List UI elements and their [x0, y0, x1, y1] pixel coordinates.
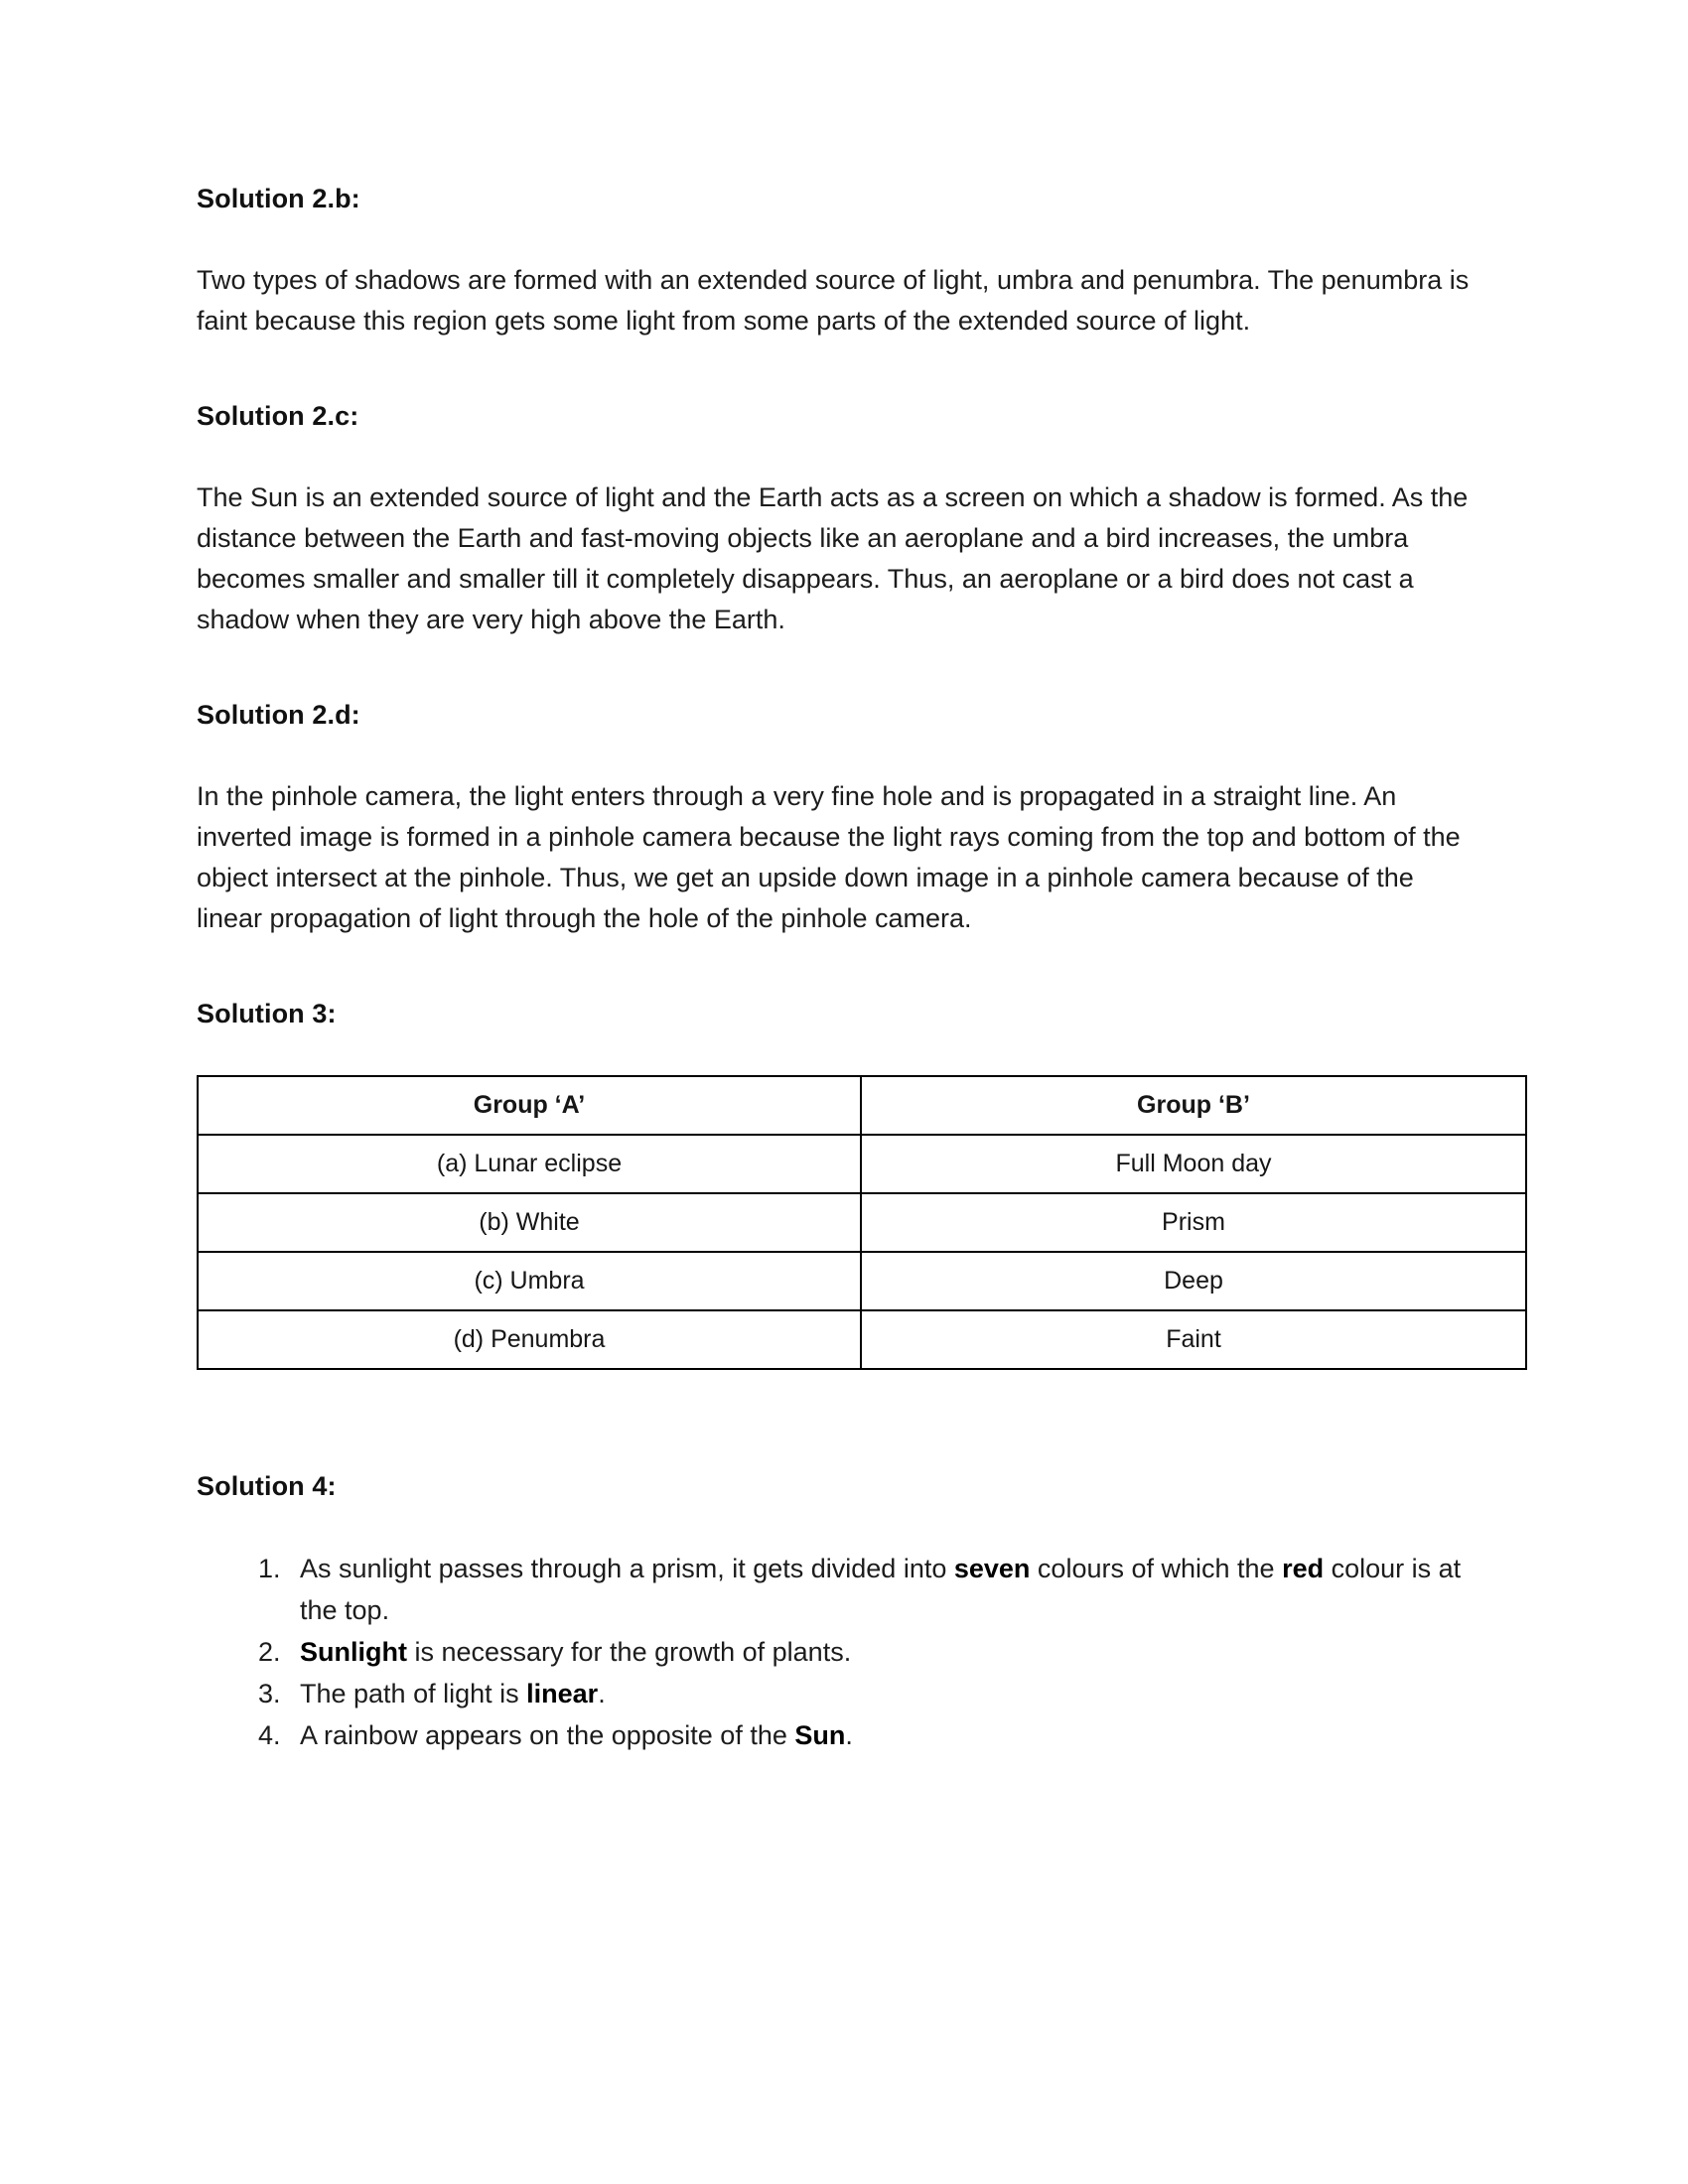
table-cell-group-b: Deep	[861, 1252, 1526, 1310]
list-item	[288, 1631, 1472, 1673]
table-header-row	[198, 1076, 1526, 1135]
column-header-group-a: Group ‘A’	[198, 1076, 861, 1135]
plain-text: .	[598, 1679, 606, 1708]
plain-text: colours of which the	[1030, 1554, 1283, 1583]
table-row	[198, 1310, 1526, 1369]
list-item	[288, 1714, 1472, 1756]
heading-solution-2b: Solution 2.b:	[197, 184, 360, 213]
column-header-group-b: Group ‘B’	[861, 1076, 1526, 1135]
table-cell-group-b: Faint	[861, 1310, 1526, 1369]
emphasis-text: Sunlight	[300, 1637, 407, 1667]
table-cell-group-a: (b) White	[198, 1193, 861, 1252]
heading-solution-2c: Solution 2.c:	[197, 401, 359, 431]
table-row	[198, 1193, 1526, 1252]
table-cell-group-a: (c) Umbra	[198, 1252, 861, 1310]
table-body	[198, 1135, 1526, 1369]
emphasis-text: linear	[526, 1679, 599, 1708]
heading-solution-2d: Solution 2.d:	[197, 700, 360, 730]
table-cell-group-a: (d) Penumbra	[198, 1310, 861, 1369]
emphasis-text: seven	[953, 1554, 1031, 1583]
emphasis-text: red	[1282, 1554, 1325, 1583]
plain-text: is necessary for the growth of plants.	[406, 1637, 852, 1667]
table-cell-group-b: Full Moon day	[861, 1135, 1526, 1193]
list-item	[288, 1548, 1472, 1631]
plain-text: As sunlight passes through a prism, it gets divided into	[300, 1554, 954, 1583]
plain-text: The path of light is	[300, 1679, 527, 1708]
heading-solution-3: Solution 3:	[197, 999, 337, 1028]
match-the-following-table	[197, 1075, 1527, 1370]
plain-text: colour is at the top.	[300, 1554, 1462, 1625]
table-row	[198, 1135, 1526, 1193]
paragraph-solution-2c: The Sun is an extended source of light and the Earth acts as a screen on which a shadow is formed. As the distance between the Earth and fast-moving objects like an aeroplane and a bird increases, the umbra becomes smaller and smaller till it completely disappears. Thus, an aeroplane or a bird does not cast a shadow when they are very high above the Earth.	[197, 482, 1469, 634]
list-item	[288, 1673, 1472, 1714]
table-cell-group-b: Prism	[861, 1193, 1526, 1252]
table-row	[198, 1252, 1526, 1310]
document-content	[197, 184, 1487, 1756]
table-cell-group-a: (a) Lunar eclipse	[198, 1135, 861, 1193]
emphasis-text: Sun	[794, 1720, 846, 1750]
heading-solution-4: Solution 4:	[197, 1471, 337, 1501]
plain-text: .	[845, 1720, 853, 1750]
paragraph-solution-2b: Two types of shadows are formed with an extended source of light, umbra and penumbra. The penumbra is faint because this region gets some light from some parts of the extended source of light.	[197, 265, 1470, 336]
plain-text: A rainbow appears on the opposite of the	[300, 1720, 795, 1750]
paragraph-solution-2d: In the pinhole camera, the light enters through a very fine hole and is propagated in a straight line. An inverted image is formed in a pinhole camera because the light rays coming from the top and bottom of the object intersect at the pinhole. Thus, we get an upside down image in a pinhole camera because of the linear propagation of light through the hole of the pinhole camera.	[197, 781, 1461, 933]
solution-4-list	[197, 1548, 1487, 1756]
